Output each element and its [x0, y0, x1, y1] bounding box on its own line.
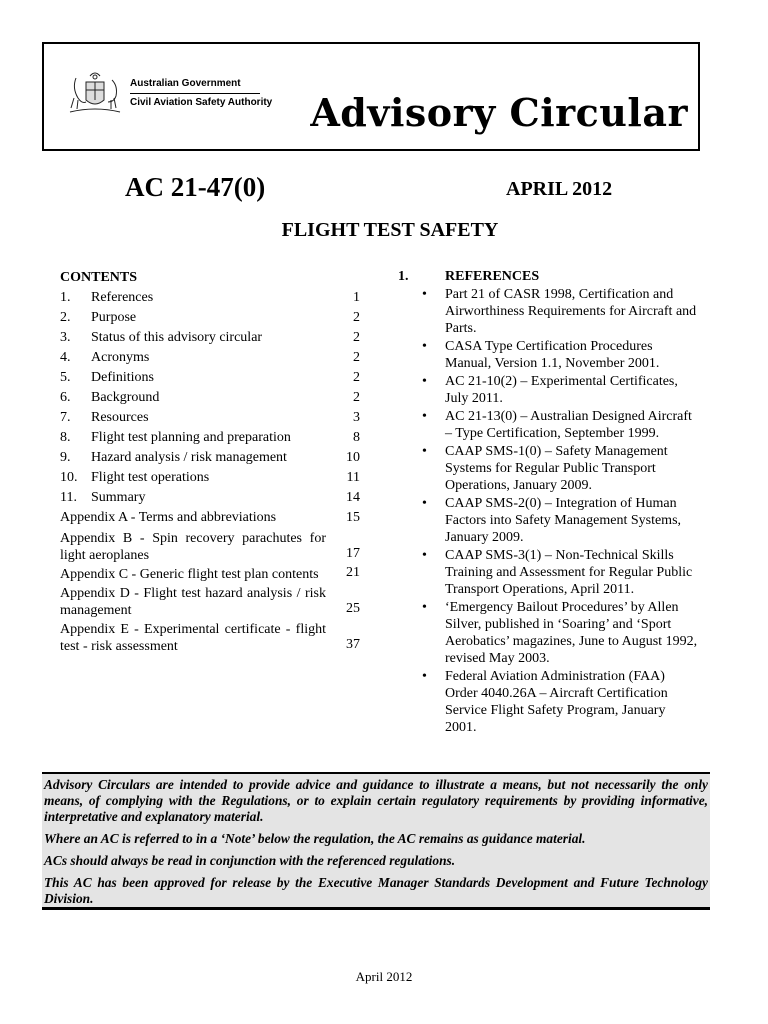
- toc-row: [60, 308, 360, 328]
- toc-page: 1: [353, 290, 360, 305]
- toc-row: [60, 328, 360, 348]
- notice-paragraph: ACs should always be read in conjunction with the referenced regulations.: [44, 853, 456, 868]
- appendix-label: Appendix D - Flight test hazard analysis / risk management: [60, 586, 326, 618]
- toc-page: 2: [353, 310, 360, 325]
- toc-page: 11: [346, 470, 360, 485]
- toc-page: 14: [346, 490, 360, 505]
- reference-text: ‘Emergency Bailout Procedures’ by Allen Silver, published in ‘Soaring’ and ‘Sport Aerobatics’ magazines, June to August 1992, revised May 2003.: [445, 600, 698, 666]
- appendix-label: Appendix E - Experimental certificate - flight test - risk assessment: [60, 622, 326, 654]
- toc-row: [60, 388, 360, 408]
- reference-item: [398, 286, 698, 337]
- references-section: [398, 268, 698, 737]
- bullet-icon: •: [422, 600, 427, 615]
- reference-item: [398, 668, 698, 736]
- references-title: REFERENCES: [445, 269, 540, 284]
- toc-row: [60, 488, 360, 508]
- toc-label: Flight test operations: [91, 470, 210, 485]
- reference-text: CASA Type Certification Procedures Manual, Version 1.1, November 2001.: [445, 339, 660, 371]
- appendix-page: 15: [346, 510, 360, 525]
- notice-paragraph: Where an AC is referred to in a ‘Note’ below the regulation, the AC remains as guidance material.: [44, 831, 586, 846]
- references-heading: [398, 268, 698, 286]
- toc-row: [60, 448, 360, 468]
- appendix-page: 17: [346, 546, 360, 561]
- reference-item: [398, 443, 698, 494]
- bullet-icon: •: [422, 444, 427, 459]
- reference-text: AC 21-13(0) – Australian Designed Aircraft – Type Certification, September 1999.: [445, 409, 692, 441]
- toc-page: 2: [353, 390, 360, 405]
- appendix-page: 25: [346, 601, 360, 616]
- toc-row: [60, 408, 360, 428]
- bullet-icon: •: [422, 669, 427, 684]
- doc-type-title: Advisory Circular: [310, 90, 688, 135]
- toc-page: 2: [353, 370, 360, 385]
- toc-number: 6.: [60, 390, 71, 405]
- gov-line-1: Australian Government: [130, 78, 241, 89]
- toc-appendix-row: [60, 530, 360, 564]
- toc-number: 7.: [60, 410, 71, 425]
- toc-number: 2.: [60, 310, 71, 325]
- table-of-contents: [60, 268, 360, 655]
- bullet-icon: •: [422, 374, 427, 389]
- reference-text: AC 21-10(2) – Experimental Certificates, July 2011.: [445, 374, 678, 406]
- gov-line-2: Civil Aviation Safety Authority: [130, 96, 273, 108]
- toc-appendix-row: [60, 585, 360, 619]
- reference-text: Part 21 of CASR 1998, Certification and Airworthiness Requirements for Aircraft and Parts.: [445, 287, 697, 336]
- document-title: [0, 219, 768, 242]
- appendix-label: Appendix A - Terms and abbreviations: [60, 510, 277, 525]
- references-number: 1.: [398, 269, 409, 284]
- appendix-page: 21: [346, 565, 360, 580]
- toc-label: Acronyms: [91, 350, 150, 365]
- reference-text: CAAP SMS-1(0) – Safety Management Systems for Regular Public Transport Operations, January 2009.: [445, 444, 668, 493]
- toc-number: 5.: [60, 370, 71, 385]
- coat-of-arms-logo: [66, 68, 124, 118]
- toc-number: 3.: [60, 330, 71, 345]
- toc-label: Resources: [91, 410, 149, 425]
- toc-row: [60, 368, 360, 388]
- toc-label: Definitions: [91, 370, 154, 385]
- toc-number: 11.: [60, 490, 77, 505]
- toc-number: 4.: [60, 350, 71, 365]
- toc-appendix-row: [60, 508, 360, 528]
- government-name: [130, 78, 272, 109]
- reference-item: [398, 408, 698, 442]
- reference-text: CAAP SMS-3(1) – Non-Technical Skills Training and Assessment for Regular Public Transport Operations, April 2011.: [445, 548, 693, 597]
- bullet-icon: •: [422, 548, 427, 563]
- reference-item: [398, 547, 698, 598]
- bullet-icon: •: [422, 287, 427, 302]
- appendix-page: 37: [346, 637, 360, 652]
- reference-text: CAAP SMS-2(0) – Integration of Human Factors into Safety Management Systems, January 2009.: [445, 496, 682, 545]
- toc-label: Status of this advisory circular: [91, 330, 263, 345]
- issue-date: APRIL 2012: [506, 178, 613, 200]
- appendix-label: Appendix C - Generic flight test plan contents: [60, 567, 319, 582]
- toc-label: Purpose: [91, 310, 137, 325]
- toc-label: Flight test planning and preparation: [91, 430, 291, 445]
- contents-heading: CONTENTS: [60, 270, 138, 285]
- toc-appendix-row: [60, 566, 360, 583]
- reference-item: [398, 495, 698, 546]
- reference-item: [398, 338, 698, 372]
- toc-row: [60, 288, 360, 308]
- page-footer: April 2012: [355, 969, 413, 984]
- toc-number: 8.: [60, 430, 71, 445]
- toc-page: 2: [353, 350, 360, 365]
- appendix-label: Appendix B - Spin recovery parachutes for light aeroplanes: [60, 531, 326, 563]
- header-box: [42, 42, 700, 151]
- reference-item: [398, 599, 698, 667]
- toc-label: Hazard analysis / risk management: [91, 450, 287, 465]
- toc-label: References: [91, 290, 154, 305]
- toc-label: Background: [91, 390, 160, 405]
- toc-page: 10: [346, 450, 360, 465]
- bullet-icon: •: [422, 409, 427, 424]
- document-title-text: FLIGHT TEST SAFETY: [281, 219, 499, 241]
- toc-appendix-row: [60, 621, 360, 655]
- gov-divider: [130, 93, 260, 94]
- toc-row: [60, 428, 360, 448]
- toc-number: 1.: [60, 290, 71, 305]
- toc-number: 10.: [60, 470, 78, 485]
- toc-row: [60, 468, 360, 488]
- bullet-icon: •: [422, 496, 427, 511]
- toc-number: 9.: [60, 450, 71, 465]
- bullet-icon: •: [422, 339, 427, 354]
- toc-page: 3: [353, 410, 360, 425]
- toc-label: Summary: [91, 490, 146, 505]
- toc-row: [60, 348, 360, 368]
- notice-paragraph: This AC has been approved for release by the Executive Manager Standards Development and Future Technology Division.: [44, 875, 708, 906]
- ac-number: AC 21-47(0): [125, 172, 266, 202]
- toc-page: 8: [353, 430, 360, 445]
- reference-text: Federal Aviation Administration (FAA) Order 4040.26A – Aircraft Certification Service Flight Safety Program, January 2001.: [445, 669, 668, 735]
- notice-box: [42, 772, 710, 910]
- toc-page: 2: [353, 330, 360, 345]
- notice-paragraph: Advisory Circulars are intended to provide advice and guidance to illustrate a means, but not necessarily the only means, of complying with the Regulations, or to explain certain regulatory requirements by providing informative, interpretative and explanatory material.: [44, 777, 708, 824]
- reference-item: [398, 373, 698, 407]
